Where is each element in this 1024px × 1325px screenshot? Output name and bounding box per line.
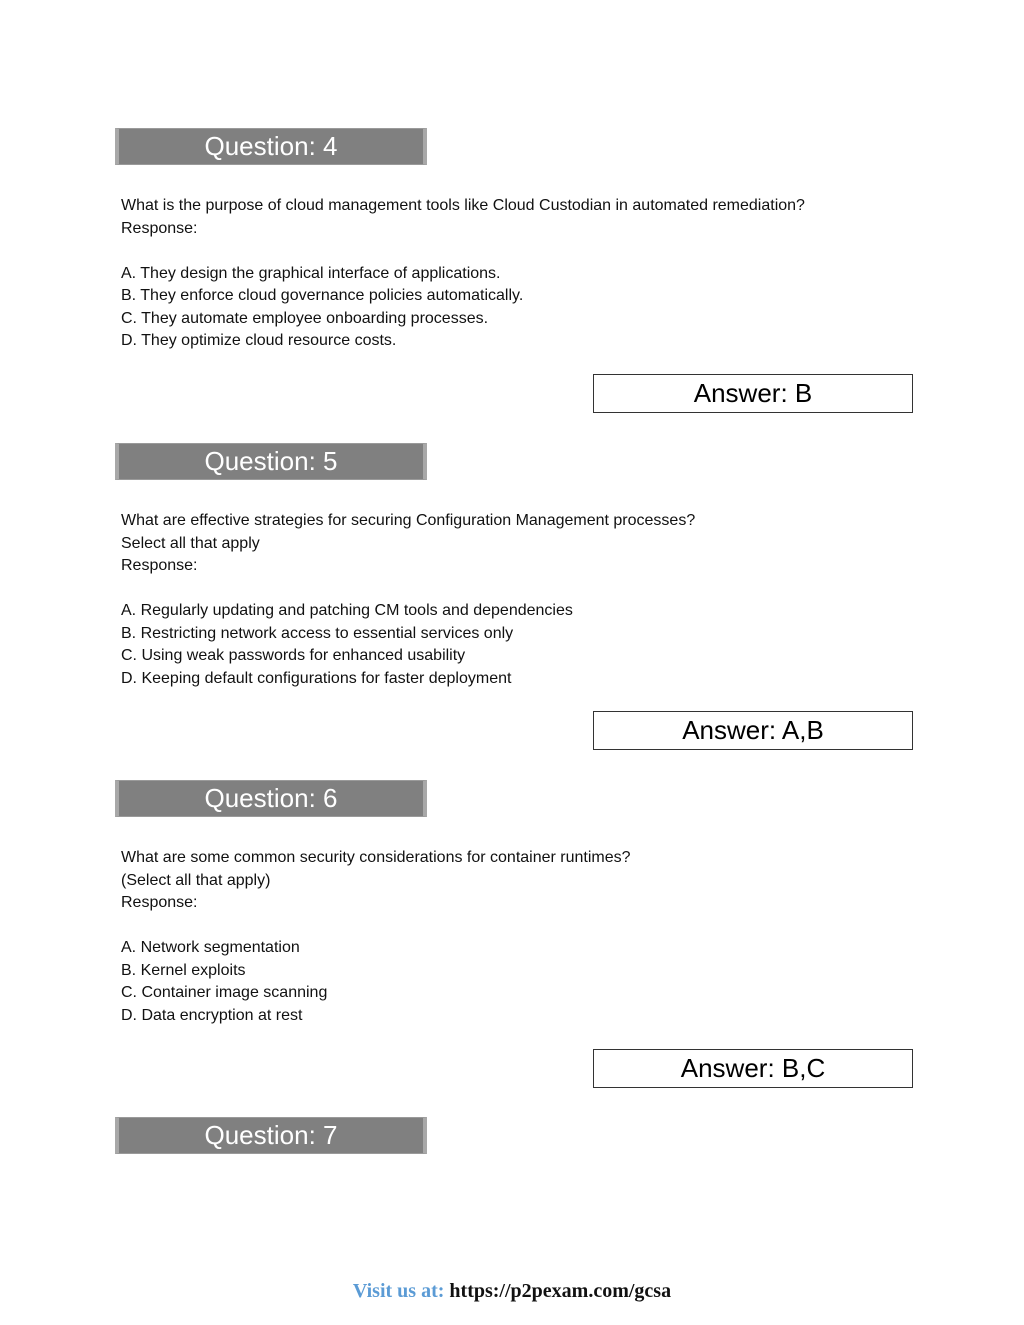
question-5-title: Question: 5 [204, 446, 338, 476]
question-4-option-b: B. They enforce cloud governance policies automatically. [121, 287, 524, 304]
question-4-option-c: C. They automate employee onboarding processes. [121, 309, 489, 327]
question-4-prompt-line: Response: [121, 219, 198, 237]
question-5-prompt-line: What are effective strategies for securing Configuration Management processes? [121, 512, 696, 529]
question-4-option-a: A. They design the graphical interface of applications. [121, 264, 501, 282]
question-7-title: Question: 7 [204, 1120, 338, 1150]
question-4-answer-box [593, 374, 913, 413]
question-4-prompt-line: What is the purpose of cloud management tools like Cloud Custodian in automated remediation? [121, 197, 805, 214]
question-6-header [115, 780, 427, 817]
question-5-option-a: A. Regularly updating and patching CM tools and dependencies [121, 602, 573, 619]
question-6-title: Question: 6 [204, 783, 338, 813]
question-4-title: Question: 4 [204, 131, 338, 161]
footer-label: Visit us at: [352, 1280, 445, 1302]
question-6-answer: Answer: B,C [680, 1053, 826, 1083]
question-6-option-c: C. Container image scanning [121, 984, 328, 1001]
question-4-body [121, 195, 901, 353]
question-6-body [121, 847, 901, 1027]
question-5-body [121, 510, 901, 690]
question-6-option-a: A. Network segmentation [121, 939, 300, 956]
question-5-answer-box [593, 711, 913, 750]
question-5-prompt-line: Select all that apply [121, 534, 260, 552]
question-6-answer-box [593, 1049, 913, 1088]
question-4-option-d: D. They optimize cloud resource costs. [121, 332, 397, 349]
question-5-option-b: B. Restricting network access to essential services only [121, 624, 514, 642]
question-5-option-c: C. Using weak passwords for enhanced usability [121, 647, 466, 664]
question-4-header [115, 128, 427, 165]
question-5-answer: Answer: A,B [682, 715, 824, 745]
footer [0, 1280, 1024, 1303]
footer-url-link[interactable]: https://p2pexam.com/gcsa [449, 1280, 672, 1302]
question-4-answer: Answer: B [693, 378, 813, 408]
question-6-option-b: B. Kernel exploits [121, 961, 246, 979]
question-5-prompt-line: Response: [121, 557, 198, 574]
question-5-header [115, 443, 427, 480]
question-5-option-d: D. Keeping default configurations for faster deployment [121, 669, 512, 687]
question-6-prompt-line: (Select all that apply) [121, 871, 271, 889]
question-7-header [115, 1117, 427, 1154]
question-6-prompt-line: Response: [121, 894, 198, 911]
question-6-option-d: D. Data encryption at rest [121, 1006, 303, 1024]
question-6-prompt-line: What are some common security considerations for container runtimes? [121, 849, 631, 866]
